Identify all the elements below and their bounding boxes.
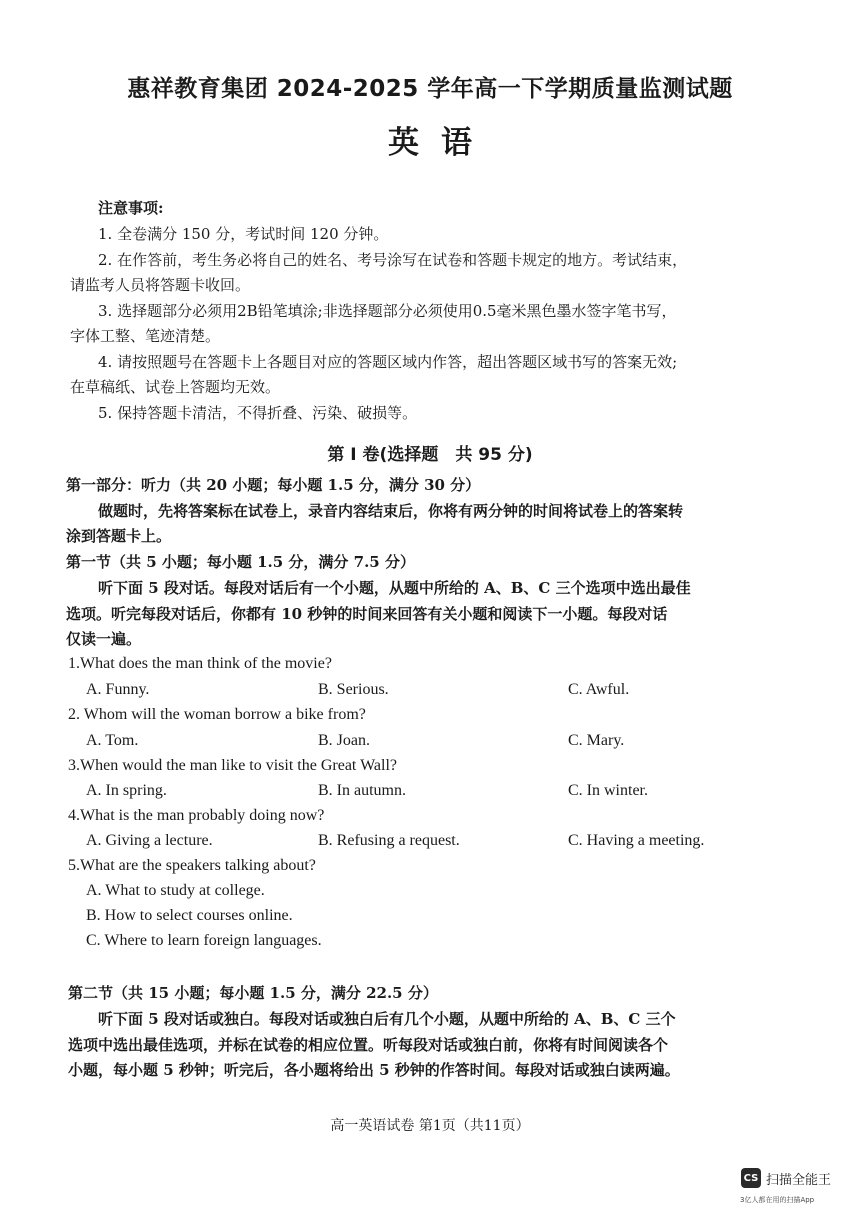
note-line: 在草稿纸、试卷上答题均无效。 [70, 378, 281, 396]
section2-instruction: 选项中选出最佳选项，并标在试卷的相应位置。听每段对话或独白前，你将有时间阅读各个 [68, 1036, 669, 1054]
note-line: 请监考人员将答题卡收回。 [70, 276, 251, 294]
note-line: 2. 在作答前，考生务必将自己的姓名、考号涂写在试卷和答题卡规定的地方。考试结束， [98, 251, 688, 269]
option-b: B. In autumn. [318, 782, 406, 799]
question-stem: 3.When would the man like to visit the Great Wall? [68, 757, 397, 774]
option-b: B. Refusing a request. [318, 832, 460, 849]
part1-instruction: 涂到答题卡上。 [66, 527, 172, 545]
notes-heading: 注意事项: [98, 199, 164, 217]
option-a: A. Funny. [86, 681, 150, 698]
section1-instruction: 仅读一遍。 [66, 630, 142, 648]
option-a: A. Tom. [86, 732, 139, 749]
camscanner-logo-icon: CS [741, 1168, 761, 1188]
part1-heading: 第一部分：听力（共 20 小题；每小题 1.5 分，满分 30 分） [66, 476, 481, 494]
option-a: A. What to study at college. [86, 882, 265, 899]
option-c: C. Awful. [568, 681, 630, 698]
section1-instruction: 听下面 5 段对话。每段对话后有一个小题，从题中所给的 A、B、C 三个选项中选出最佳 [98, 579, 691, 597]
section1-heading: 第一节（共 5 小题；每小题 1.5 分，满分 7.5 分） [66, 553, 415, 571]
part1-instruction: 做题时，先将答案标在试卷上，录音内容结束后，你将有两分钟的时间将试卷上的答案转 [98, 502, 684, 520]
scanner-app-name: 扫描全能王 [766, 1172, 832, 1188]
exam-title: 惠祥教育集团 2024-2025 学年高一下学期质量监测试题 [127, 76, 733, 102]
question-stem: 2. Whom will the woman borrow a bike from? [68, 706, 366, 723]
option-c: C. Having a meeting. [568, 832, 705, 849]
scanner-badge [741, 1168, 831, 1188]
option-c: C. Mary. [568, 732, 625, 749]
subject-title: 英语 [388, 125, 494, 161]
section2-heading: 第二节（共 15 小题；每小题 1.5 分，满分 22.5 分） [68, 984, 438, 1002]
note-line: 字体工整、笔迹清楚。 [70, 327, 221, 345]
option-b: B. How to select courses online. [86, 907, 293, 924]
scanner-tagline: 3亿人都在用的扫描App [740, 1196, 815, 1204]
note-line: 1. 全卷满分 150 分，考试时间 120 分钟。 [98, 225, 389, 243]
option-b: B. Serious. [318, 681, 389, 698]
note-line: 4. 请按照题号在答题卡上各题目对应的答题区域内作答，超出答题区域书写的答案无效; [98, 353, 678, 371]
page-footer: 高一英语试卷 第1页（共11页） [330, 1118, 530, 1134]
question-stem: 4.What is the man probably doing now? [68, 807, 325, 824]
note-line: 5. 保持答题卡清洁，不得折叠、污染、破损等。 [98, 404, 418, 422]
question-stem: 5.What are the speakers talking about? [68, 857, 316, 874]
option-a: A. Giving a lecture. [86, 832, 213, 849]
volume-title: 第 Ⅰ 卷(选择题 共 95 分) [327, 445, 533, 465]
option-b: B. Joan. [318, 732, 370, 749]
section2-instruction: 小题，每小题 5 秒钟；听完后，各小题将给出 5 秒钟的作答时间。每段对话或独白读两遍。 [68, 1061, 680, 1079]
option-a: A. In spring. [86, 782, 167, 799]
section1-instruction: 选项。听完每段对话后，你都有 10 秒钟的时间来回答有关小题和阅读下一小题。每段对话 [66, 605, 668, 623]
question-stem: 1.What does the man think of the movie? [68, 655, 332, 672]
option-c: C. In winter. [568, 782, 648, 799]
note-line: 3. 选择题部分必须用2B铅笔填涂;非选择题部分必须使用0.5毫米黑色墨水签字笔书写， [98, 302, 677, 320]
section2-instruction: 听下面 5 段对话或独白。每段对话或独白后有几个小题，从题中所给的 A、B、C 三个 [98, 1010, 676, 1028]
option-c: C. Where to learn foreign languages. [86, 932, 322, 949]
